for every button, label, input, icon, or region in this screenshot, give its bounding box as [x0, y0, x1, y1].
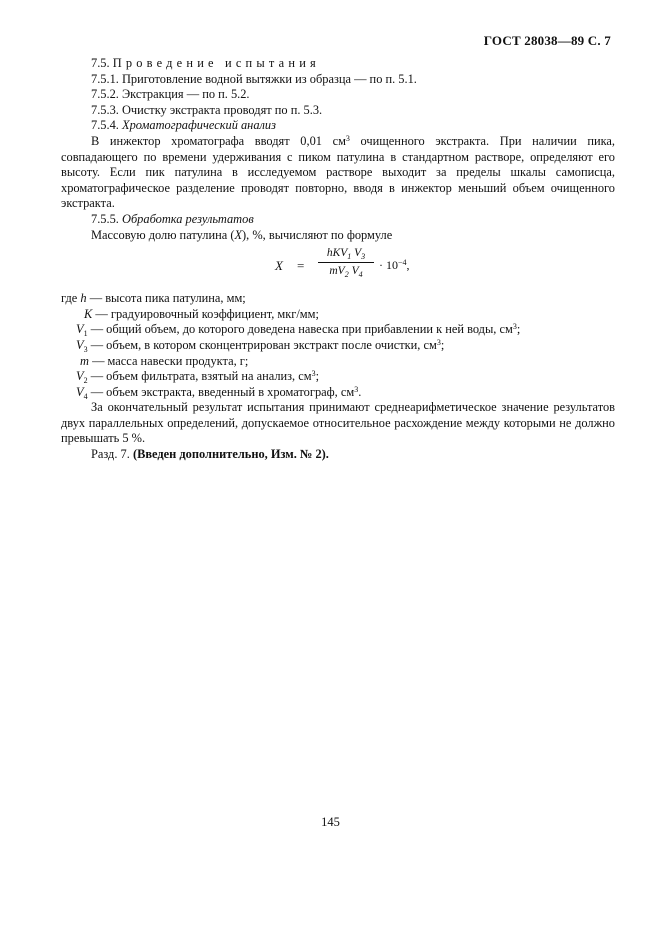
section-7-5-heading: 7.5. Проведение испытания [91, 56, 320, 70]
formula-fraction [318, 246, 374, 279]
fraction-bar [318, 262, 374, 263]
definition-m: m — масса навески продукта, г; [80, 353, 249, 368]
section-title: Проведение испытания [112, 56, 320, 70]
formula-equals: = [297, 258, 305, 274]
clause-7-5-4-heading: 7.5.4. Хроматографический анализ [91, 118, 276, 133]
page-number: 145 [321, 815, 340, 829]
variable-definitions [61, 291, 615, 400]
clause-7-5-2: 7.5.2. Экстракция — по п. 5.2. [91, 87, 250, 102]
definition-v1: $V_1$ — общий объем, до которого доведена навеска при прибавлении к ней воды, $см^3$; [76, 322, 521, 339]
formula-lhs: X [275, 258, 283, 274]
definition-v3: $V_3$ — объем, в котором сконцентрирован экстракт после очистки, $см^3$; [76, 337, 445, 354]
definition-k: K — градуировочный коэффициент, мкг/мм; [84, 306, 319, 321]
paragraph-formula-intro: Массовую долю патулина (X), %, вычисляют по формуле [91, 227, 393, 242]
clause-7-5-5-heading: 7.5.5. Обработка результатов [91, 211, 254, 226]
paragraph-final-result: За окончательный результат испытания принимают среднеарифметическое значение результатов двух параллельных определений, допускаемое относительное расхождение между которыми не должно превышать 5 %. [61, 400, 615, 446]
paragraph-chromatography: В инжектор хроматографа вводят 0,01 $см^3$ очищенного экстракта. При наличии пика, совпадающего по времени удерживания с пиком патулина в стандартном растворе, определяют его высоту. Если пик патулина в исследуемом растворе выходит за пределы шкалы самописца, хроматографическое разделение проводят повторно, вводя в инжектор меньший объем очищенного экстракта. [61, 133, 616, 211]
definition-v2: $V_2$ — объем фильтрата, взятый на анализ, $см^3$; [76, 369, 320, 386]
formula [61, 245, 615, 289]
amendment-note: Разд. 7. (Введен дополнительно, Изм. № 2). [91, 447, 329, 462]
formula-numerator: hKV$_1$ $V_3$ [326, 247, 366, 262]
clause-7-5-1: 7.5.1. Приготовление водной вытяжки из образца — по п. 5.1. [91, 71, 417, 86]
document-body [61, 56, 615, 463]
definition-v4: $V_4$ — объем экстракта, введенный в хроматограф, $см^3$. [76, 384, 362, 401]
formula-denominator: $mV_2$ $V_4$ [329, 265, 363, 280]
formula-multiplier: · $10^{-4}$, [379, 258, 410, 273]
definition-h: где h — высота пика патулина, мм; [61, 291, 246, 306]
page-header: ГОСТ 28038—89 С. 7 [483, 33, 611, 48]
clause-7-5-3: 7.5.3. Очистку экстракта проводят по п. 5.3. [91, 102, 323, 117]
